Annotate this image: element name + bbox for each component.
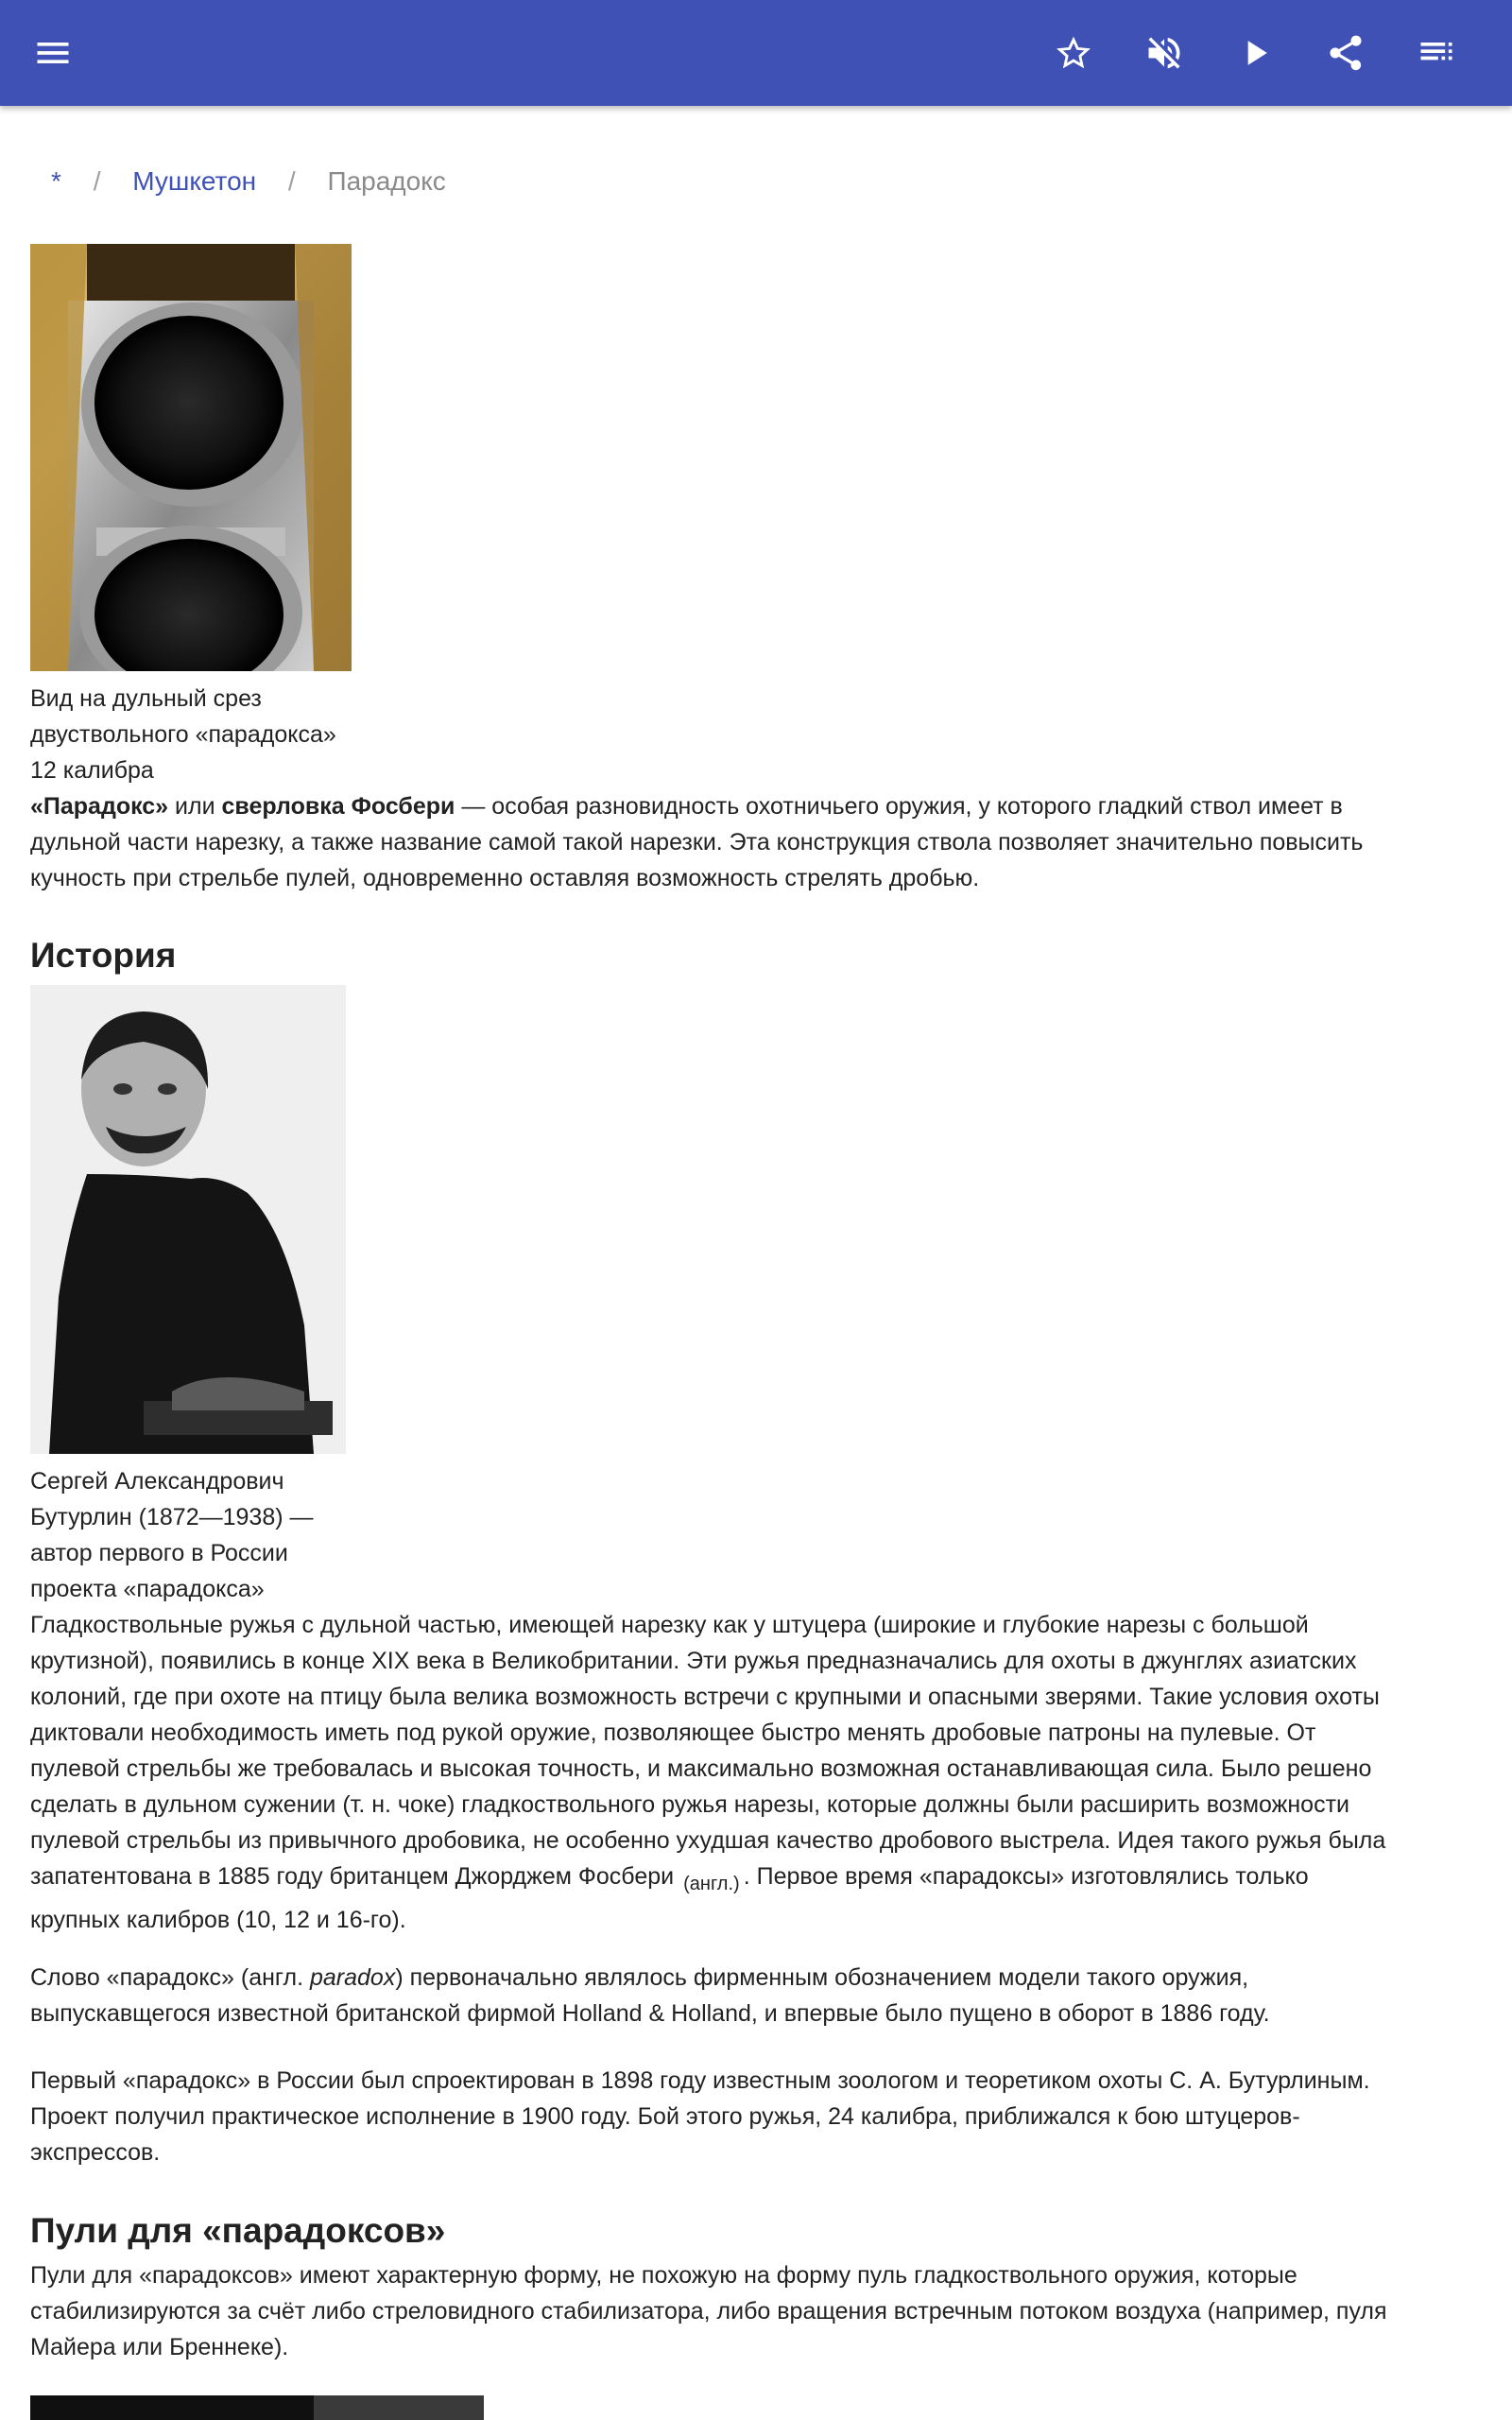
muzzle-photo[interactable] — [30, 244, 352, 671]
caption-line: Вид на дульный срез — [30, 685, 262, 712]
history-paragraph-3 — [30, 2063, 1495, 2170]
bullets-heading: Пули для «парадоксов» — [30, 2211, 446, 2250]
bullets-image[interactable] — [30, 2395, 484, 2420]
text-line: Гладкоствольные ружья с дульной частью, имеющей нарезку как у штуцера (широкие и глубокие нарезы с большой — [30, 1612, 1309, 1638]
menu-icon[interactable] — [23, 23, 83, 83]
text-line: Майера или Бреннеке). — [30, 2334, 289, 2360]
volume-off-icon[interactable] — [1134, 23, 1194, 83]
text-line: сделать в дульном сужении (т. н. чоке) гладкоствольного ружья нарезы, которые должны были расширить возможности — [30, 1791, 1349, 1818]
text: запатентована в 1885 году британцем Джорджем Фосбери — [30, 1863, 675, 1890]
breadcrumb-home-link[interactable]: * — [51, 166, 61, 196]
star-outline-icon[interactable] — [1043, 23, 1104, 83]
text-line: экспрессов. — [30, 2139, 161, 2166]
term-paradox: «Парадокс» — [30, 793, 169, 820]
text-line: пулевой стрельбы из привычного дробовика, не особенно ухудшая качество дробового выстрела. Идея такого ружья была — [30, 1827, 1386, 1854]
portrait-caption — [30, 1463, 370, 1607]
breadcrumb-current: Парадокс — [327, 166, 446, 196]
text-line: дульной части нарезку, а также название самой такой нарезки. Эта конструкция ствола позволяет значительно повысить — [30, 829, 1364, 856]
figure-caption — [30, 681, 389, 788]
breadcrumb — [51, 163, 446, 200]
breadcrumb-separator: / — [93, 166, 101, 196]
history-paragraph-2 — [30, 1960, 1495, 2031]
buturlin-portrait[interactable] — [30, 985, 346, 1454]
text-line: пулевой стрельбы же требовалась и высокая точность, и максимально возможная останавливающая сила. Было решено — [30, 1755, 1372, 1782]
text: ) первоначально являлось фирменным обозначением модели такого оружия, — [395, 1964, 1249, 1991]
app-bar — [0, 0, 1512, 106]
text-line: стабилизируются за счёт либо стреловидного стабилизатора, либо вращения встречным потоком воздуха (например, пуля — [30, 2298, 1387, 2325]
caption-line: Бутурлин (1872—1938) — — [30, 1504, 314, 1530]
playlist-icon[interactable] — [1406, 23, 1467, 83]
italic-term: paradox — [309, 1964, 396, 1991]
english-link[interactable]: (англ.) — [683, 1874, 740, 1894]
caption-line: двуствольного «парадокса» — [30, 721, 336, 748]
text-line: Первый «парадокс» в России был спроектирован в 1898 году известным зоологом и теоретиком охоты С. А. Бутурлиным. — [30, 2067, 1370, 2094]
text: — особая разновидность охотничьего оружия, у которого гладкий ствол имеет в — [455, 793, 1343, 820]
intro-paragraph — [30, 788, 1495, 896]
caption-line: автор первого в России — [30, 1540, 288, 1566]
text-line: колоний, где при охоте на птицу была велика возможность встречи с крупными и опасными зверями. Такие условия охоты — [30, 1684, 1380, 1710]
history-paragraph-1 — [30, 1607, 1495, 1938]
text-line: Проект получил практическое исполнение в 1900 году. Бой этого ружья, 24 калибра, приближался к бою штуцеров- — [30, 2103, 1300, 2130]
term-fosbery: сверловка Фосбери — [221, 793, 455, 820]
text: Слово «парадокс» (англ. — [30, 1964, 310, 1991]
breadcrumb-separator: / — [287, 166, 296, 196]
caption-line: проекта «парадокса» — [30, 1576, 265, 1602]
text-line: Пули для «парадоксов» имеют характерную форму, не похожую на форму пуль гладкоствольного оружия, которые — [30, 2262, 1297, 2289]
text: или — [168, 793, 222, 820]
caption-line: Сергей Александрович — [30, 1468, 284, 1495]
text: . Первое время «парадоксы» изготовлялись только — [743, 1863, 1309, 1890]
breadcrumb-parent-link[interactable]: Мушкетон — [132, 166, 257, 196]
share-icon[interactable] — [1315, 23, 1376, 83]
text-line: кучность при стрельбе пулей, одновременно оставляя возможность стрелять дробью. — [30, 865, 980, 891]
text-line: выпускавщегося известной британской фирмой Holland & Holland, и впервые было пущено в оборот в 1886 году. — [30, 2000, 1270, 2027]
text-line: диктовали необходимость иметь под рукой оружие, позволяющее быстро менять дробовые патроны на пулевые. От — [30, 1720, 1316, 1746]
play-icon[interactable] — [1225, 23, 1285, 83]
history-heading: История — [30, 936, 177, 975]
text-line: крупных калибров (10, 12 и 16-го). — [30, 1907, 406, 1933]
caption-line: 12 калибра — [30, 757, 154, 784]
text-line: крутизной), появились в конце XIX века в Великобритании. Эти ружья предназначались для охоты в джунглях азиатских — [30, 1648, 1357, 1674]
bullets-paragraph — [30, 2257, 1495, 2365]
